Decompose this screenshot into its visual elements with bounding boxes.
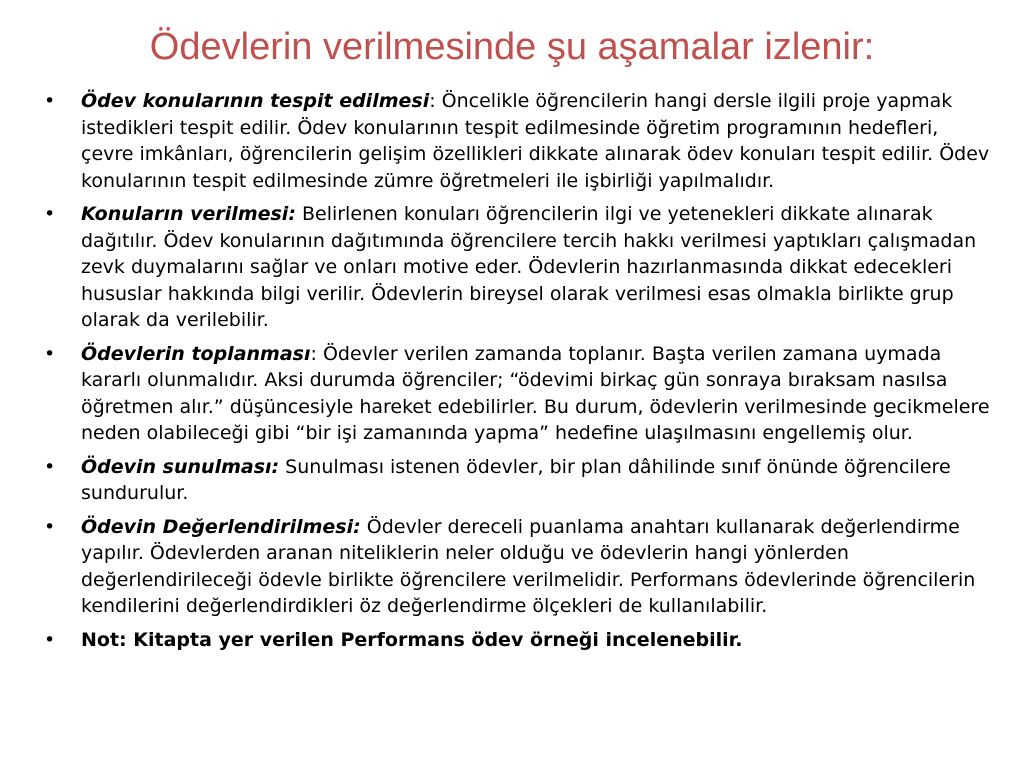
item-label: Ödevlerin toplanması — [81, 342, 311, 365]
item-separator: : — [429, 90, 442, 112]
bullet-icon: • — [44, 628, 56, 651]
list-item — [44, 454, 990, 507]
note-text: Not: Kitapta yer verilen Performans ödev örneği incelenebilir. — [81, 628, 743, 651]
item-label: Konuların verilmesi: — [81, 203, 296, 225]
list-item — [44, 514, 990, 620]
item-label: Ödevin Değerlendirilmesi: — [81, 515, 361, 538]
item-text: Ödevler dereceli puanlama anahtarı kullanarak değerlendirme yapılır. Ödevlerden aranan niteliklerin neler olduğu ve ödevlerin hangi yönlerden değerlendirileceği ödevle birlikte öğrencilere verilmelidir. Performans ödevlerinde öğrencilerin kendilerini değerlendirdikleri öz değerlendirme ölçekleri de kullanılabilir. — [81, 515, 976, 617]
bullet-icon: • — [44, 515, 56, 538]
bullet-icon: • — [44, 455, 56, 478]
item-text: Ödevler verilen zamanda toplanır. Başta verilen zamana uymada kararlı olunmalıdır. Aksi durumda öğrenciler; “ödevimi birkaç gün sonraya bıraksam nasılsa öğretmen alır.” düşüncesiyle hareket edebilirler. Bu durum, ödevlerin verilmesinde gecikmelere neden olabileceği gibi “bir işi zamanında yapma” hedefine ulaşılmasını engellemiş olur. — [81, 342, 990, 444]
item-separator: : — [310, 342, 323, 365]
bullet-icon: • — [44, 90, 56, 112]
list-item — [44, 88, 990, 194]
item-label: Ödev konularının tespit edilmesi — [81, 90, 430, 112]
list-item — [44, 201, 990, 334]
bullet-icon: • — [44, 203, 56, 225]
item-label: Ödevin sunulması: — [81, 455, 280, 478]
bullet-list — [44, 88, 990, 660]
item-text: Öncelikle öğrencilerin hangi dersle ilgili proje yapmak istedikleri tespit edilir. Ödev konularının tespit edilmesinde öğretim programının hedefleri, çevre imkânları, öğrencilerin gelişim özellikleri dikkate alınarak ödev konuları tespit edilir. Ödev konularının tespit edilmesinde zümre öğretmeleri ile işbirliği yapılmalıdır. — [81, 90, 990, 192]
bullet-icon: • — [44, 342, 56, 365]
list-item — [44, 341, 990, 447]
item-text: Sunulması istenen ödevler, bir plan dâhilinde sınıf önünde öğrencilere sundurulur. — [81, 455, 951, 504]
note-item — [44, 627, 990, 654]
slide-title: Ödevlerin verilmesinde şu aşamalar izlenir: — [149, 26, 875, 68]
item-text: Belirlenen konuları öğrencilerin ilgi ve yetenekleri dikkate alınarak dağıtılır. Ödev konularının dağıtımında öğrencilere tercih hakkı verilmesi yaptıkları çalışmadan zevk duymalarını sağlar ve onları motive eder. Ödevlerin hazırlanmasında dikkat edecekleri hususlar hakkında bilgi verilir. Ödevlerin bireysel olarak verilmesi esas olmakla birlikte grup olarak da verilebilir. — [81, 203, 977, 331]
